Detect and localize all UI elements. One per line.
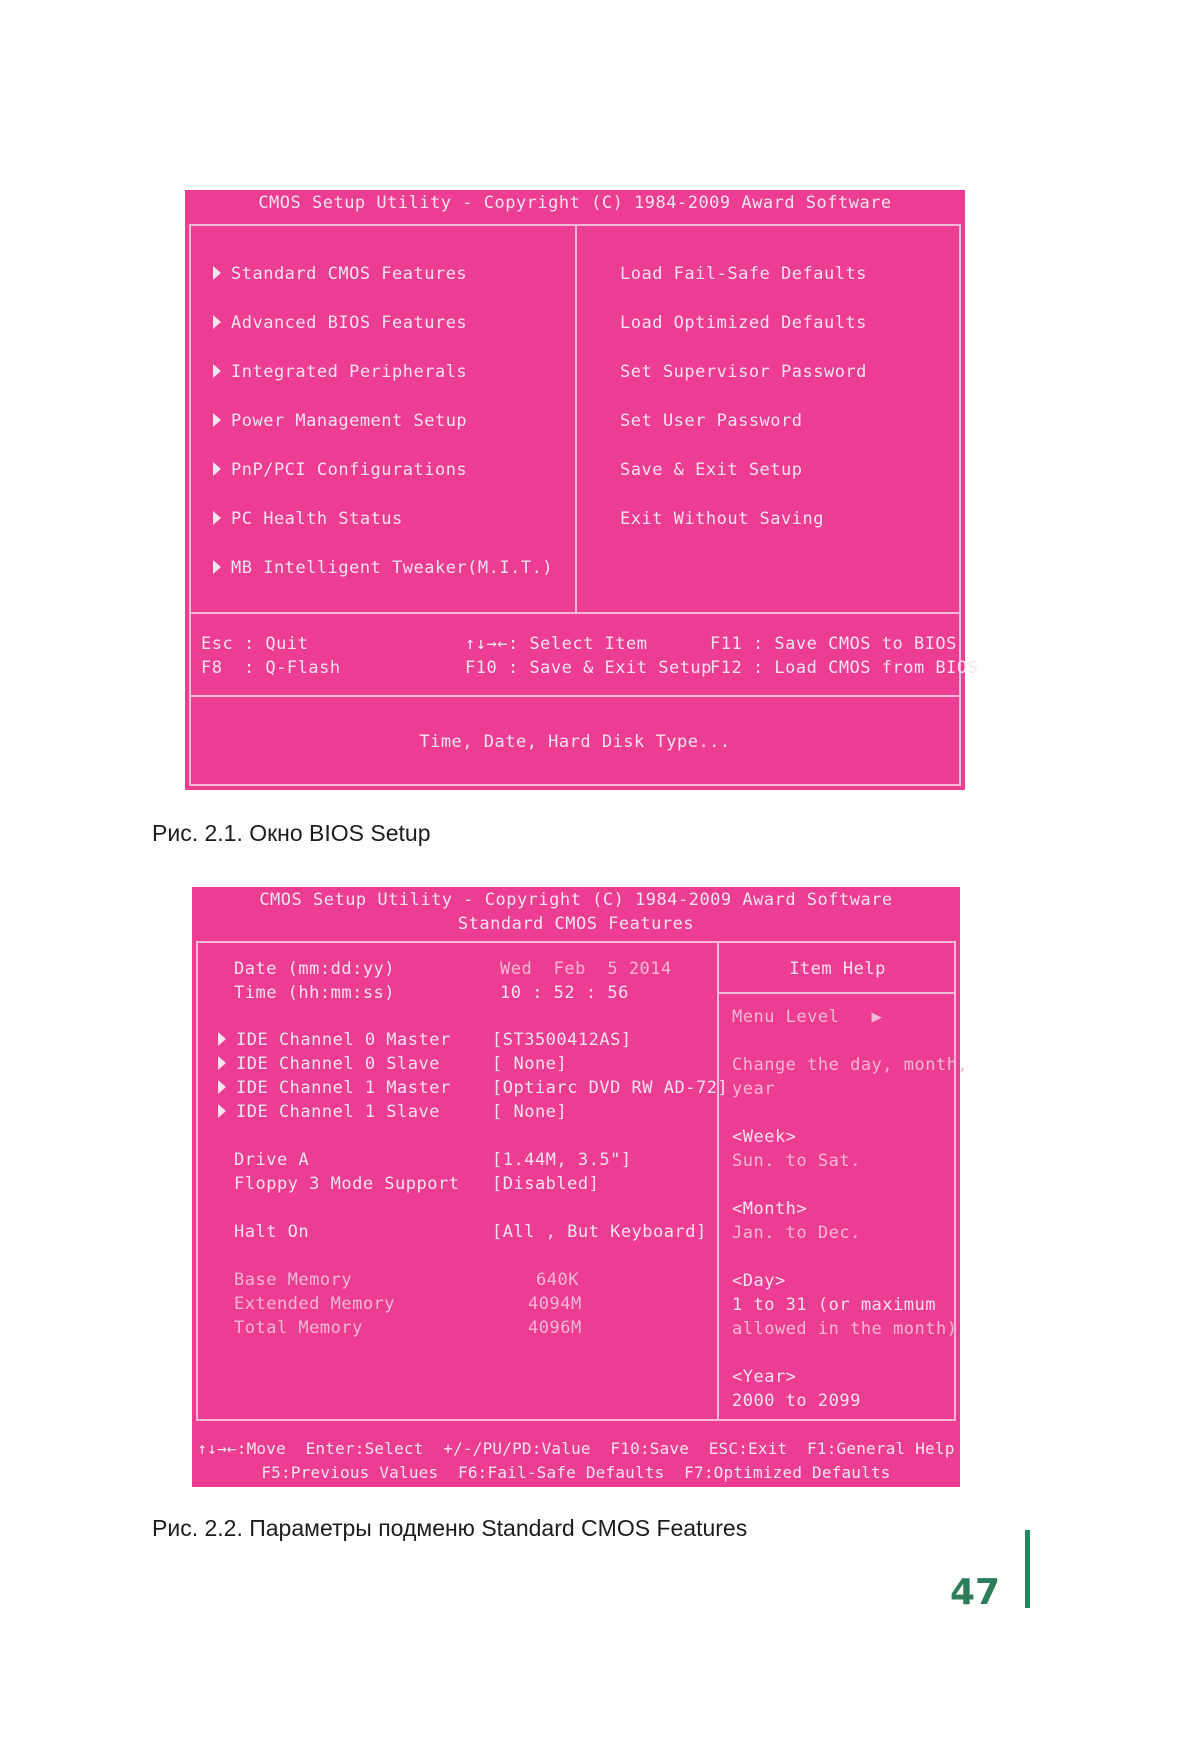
key-f12-load: F12 : Load CMOS from BIOS (710, 658, 979, 678)
halt-on-label: Halt On (234, 1222, 310, 1242)
submenu-arrow-icon (218, 1032, 226, 1046)
submenu-arrow-icon (213, 315, 221, 329)
extended-memory-value: 4094M (528, 1294, 582, 1314)
menu-item-load-optimized[interactable]: Load Optimized Defaults (620, 313, 867, 333)
menu-divider (575, 226, 577, 612)
help-year-value: 2000 to 2099 (732, 1391, 861, 1411)
figure-caption-2: Рис. 2.2. Параметры подменю Standard CMOS Features (152, 1515, 748, 1541)
submenu-arrow-icon (213, 413, 221, 427)
menu-item-integrated-peripherals[interactable]: Integrated Peripherals (231, 362, 468, 382)
status-line: Time, Date, Hard Disk Type... (419, 732, 731, 752)
menu-item-power-management[interactable]: Power Management Setup (231, 411, 468, 431)
menu-item-mit[interactable]: MB Intelligent Tweaker(M.I.T.) (231, 558, 554, 578)
menu-item-user-password[interactable]: Set User Password (620, 411, 803, 431)
footer-keys-line1: ↑↓→←:Move Enter:Select +/-/PU/PD:Value F10:Save ESC:Exit F1:General Help (197, 1439, 955, 1458)
submenu-arrow-icon (213, 266, 221, 280)
submenu-arrow-icon (213, 560, 221, 574)
total-memory-value: 4096M (528, 1318, 582, 1338)
bios-standard-cmos-screen (192, 887, 969, 1487)
help-text-line2: year (732, 1079, 775, 1099)
menu-item-pc-health[interactable]: PC Health Status (231, 509, 403, 529)
bios-title: CMOS Setup Utility - Copyright (C) 1984-2009 Award Software (259, 890, 893, 910)
help-week-heading: <Week> (732, 1127, 797, 1147)
total-memory-label: Total Memory (234, 1318, 363, 1338)
base-memory-value: 640K (536, 1270, 579, 1290)
figure-caption-1: Рис. 2.1. Окно BIOS Setup (152, 820, 431, 846)
drive-a-label: Drive A (234, 1150, 310, 1170)
ide0-master-label[interactable]: IDE Channel 0 Master (236, 1030, 451, 1050)
ide0-slave-value: [ None] (492, 1054, 568, 1074)
help-week-value: Sun. to Sat. (732, 1151, 861, 1171)
help-divider (717, 943, 719, 1419)
time-value[interactable]: 10 : 52 : 56 (500, 983, 629, 1003)
menu-item-load-failsafe[interactable]: Load Fail-Safe Defaults (620, 264, 867, 284)
status-divider (191, 695, 959, 697)
ide0-master-value: [ST3500412AS] (492, 1030, 632, 1050)
submenu-arrow-icon (218, 1104, 226, 1118)
submenu-arrow-icon (213, 462, 221, 476)
drive-a-value[interactable]: [1.44M, 3.5"] (492, 1150, 632, 1170)
submenu-arrow-icon (213, 364, 221, 378)
menu-item-advanced-bios[interactable]: Advanced BIOS Features (231, 313, 468, 333)
extended-memory-label: Extended Memory (234, 1294, 396, 1314)
date-label: Date (mm:dd:yy) (234, 959, 396, 979)
help-month-heading: <Month> (732, 1199, 808, 1219)
key-esc-quit: Esc : Quit (201, 634, 309, 654)
bios-main-screen (185, 190, 979, 790)
ide1-slave-label[interactable]: IDE Channel 1 Slave (236, 1102, 440, 1122)
submenu-arrow-icon (218, 1056, 226, 1070)
help-day-value1: 1 to 31 (or maximum (732, 1295, 936, 1315)
menu-item-standard-cmos[interactable]: Standard CMOS Features (231, 264, 468, 284)
help-day-value2: allowed in the month) (732, 1319, 958, 1339)
time-label: Time (hh:mm:ss) (234, 983, 396, 1003)
keys-divider (191, 612, 959, 614)
footer-keys-line2: F5:Previous Values F6:Fail-Safe Defaults F7:Optimized Defaults (261, 1463, 891, 1482)
help-month-value: Jan. to Dec. (732, 1223, 861, 1243)
page-number: 47 (950, 1572, 1001, 1613)
page-number-bar (1025, 1530, 1030, 1608)
help-title-divider (719, 992, 954, 994)
menu-item-pnp-pci[interactable]: PnP/PCI Configurations (231, 460, 468, 480)
ide1-master-label[interactable]: IDE Channel 1 Master (236, 1078, 451, 1098)
menu-item-exit-without-saving[interactable]: Exit Without Saving (620, 509, 824, 529)
ide1-master-value: [Optiarc DVD RW AD-72] (492, 1078, 729, 1098)
halt-on-value[interactable]: [All , But Keyboard] (492, 1222, 707, 1242)
bios-subtitle: Standard CMOS Features (457, 914, 695, 934)
menu-item-supervisor-password[interactable]: Set Supervisor Password (620, 362, 867, 382)
ide1-slave-value: [ None] (492, 1102, 568, 1122)
help-day-heading: <Day> (732, 1271, 786, 1291)
item-help-title: Item Help (789, 959, 886, 979)
date-value[interactable]: Wed Feb 5 2014 (500, 959, 672, 979)
ide0-slave-label[interactable]: IDE Channel 0 Slave (236, 1054, 440, 1074)
menu-level: Menu Level ▶ (732, 1007, 883, 1027)
base-memory-label: Base Memory (234, 1270, 353, 1290)
floppy-mode-value[interactable]: [Disabled] (492, 1174, 600, 1194)
submenu-arrow-icon (213, 511, 221, 525)
help-year-heading: <Year> (732, 1367, 797, 1387)
menu-item-save-exit[interactable]: Save & Exit Setup (620, 460, 803, 480)
key-f10-save-exit: F10 : Save & Exit Setup (465, 658, 712, 678)
key-f11-save: F11 : Save CMOS to BIOS (710, 634, 957, 654)
help-text-line1: Change the day, month, (732, 1055, 969, 1075)
submenu-arrow-icon (218, 1080, 226, 1094)
key-f8-qflash: F8 : Q-Flash (201, 658, 341, 678)
key-select-item: ↑↓→←: Select Item (465, 634, 648, 654)
bios-title: CMOS Setup Utility - Copyright (C) 1984-2009 Award Software (258, 193, 892, 213)
floppy-mode-label: Floppy 3 Mode Support (234, 1174, 460, 1194)
